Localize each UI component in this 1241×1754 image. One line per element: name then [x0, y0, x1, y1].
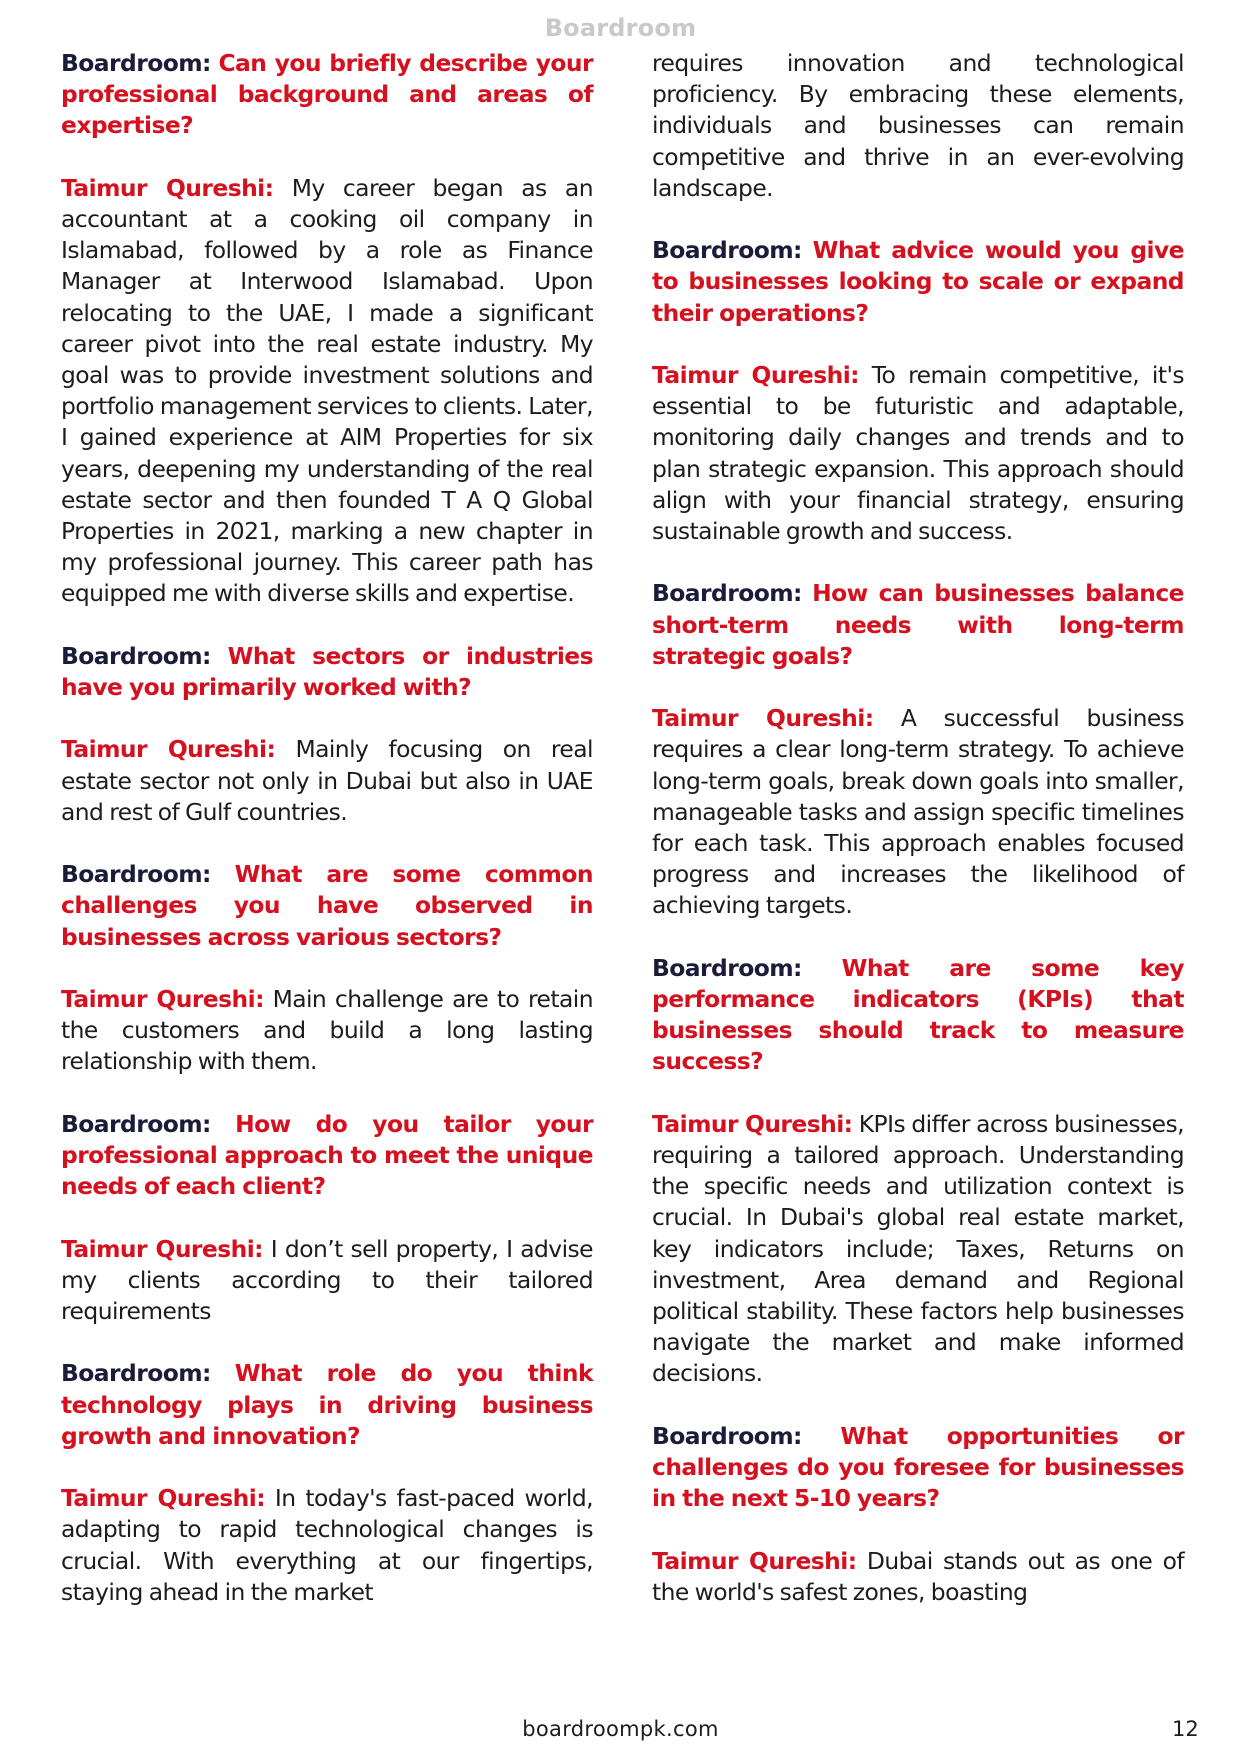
page-number: 12	[1172, 1717, 1199, 1741]
answer-text: requires innovation and technological proficiency. By embracing these elements, individuals and businesses can remain competitive and thrive in an ever-evolving landscape.	[652, 49, 1184, 202]
respondent-label: Taimur Qureshi:	[652, 361, 859, 389]
qa-answer	[61, 1483, 593, 1608]
qa-answer	[652, 1546, 1184, 1608]
interviewer-label: Boardroom:	[61, 49, 211, 77]
interviewer-label: Boardroom:	[61, 641, 211, 670]
qa-answer	[61, 734, 593, 828]
footer-website: boardroompk.com	[522, 1717, 719, 1741]
answer-text: In today's fast-paced world, adapting to rapid technological changes is crucial. With everything at our fingertips, staying ahead in the market	[61, 1484, 593, 1606]
right-column	[652, 48, 1184, 1639]
answer-text: I don’t sell property, I advise my clients according to their tailored requirements	[61, 1234, 593, 1326]
respondent-label: Taimur Qureshi:	[61, 985, 264, 1014]
interviewer-label: Boardroom:	[61, 1359, 211, 1388]
qa-question	[652, 1421, 1184, 1515]
respondent-label: Taimur Qureshi:	[61, 1484, 266, 1513]
respondent-label: Taimur Qureshi:	[61, 735, 276, 764]
interviewer-label: Boardroom:	[652, 1421, 802, 1450]
question-text: How do you tailor your professional approach to meet the unique needs of each client?	[61, 1109, 594, 1201]
respondent-label: Taimur Qureshi:	[652, 1546, 857, 1575]
running-head-title: Boardroom	[544, 14, 697, 42]
answer-continuation	[652, 48, 1184, 204]
answer-text: KPIs differ across businesses, requiring a tailored approach. Understanding the specific needs and utilization context is crucial. In Dubai's global real estate market, key indicators include; Taxes, Returns on investment, Area demand and Regional political stability. These factors help businesses navigate the market and make informed decisions.	[652, 1109, 1184, 1388]
qa-answer	[61, 173, 593, 610]
qa-question	[61, 859, 593, 953]
question-text: How can businesses balance short-term needs with long-term strategic goals?	[652, 579, 1184, 670]
answer-text: To remain competitive, it's essential to be futuristic and adaptable, monitoring daily changes and trends and to plan strategic expansion. This approach should align with your financial strategy, ensuring sustainable growth and success.	[652, 361, 1184, 546]
answer-text: A successful business requires a clear long-term strategy. To achieve long-term goals, break down goals into smaller, manageable tasks and assign specific timelines for each task. This approach enables focused progress and increases the likelihood of achieving targets.	[652, 704, 1185, 920]
qa-question	[61, 1358, 593, 1452]
qa-answer	[652, 360, 1184, 547]
qa-answer	[652, 1109, 1184, 1390]
answer-text: My career began as an accountant at a cooking oil company in Islamabad, followed by a role as Finance Manager at Interwood Islamabad. Upon relocating to the UAE, I made a significant career pivot into the real estate industry. My goal was to provide investment solutions and portfolio management services to clients. Later, I gained experience at AIM Properties for six years, deepening my understanding of the real estate sector and then founded T A Q Global Properties in 2021, marking a new chapter in my professional journey. This career path has equipped me with diverse skills and expertise.	[61, 173, 593, 608]
interviewer-label: Boardroom:	[652, 579, 802, 608]
question-text: What advice would you give to businesses looking to scale or expand their operations?	[652, 236, 1184, 327]
question-text: What are some common challenges you have observed in businesses across various sectors?	[61, 860, 593, 951]
question-text: What opportunities or challenges do you foresee for businesses in the next 5-10 years?	[652, 1421, 1184, 1513]
interviewer-label: Boardroom:	[652, 953, 802, 982]
answer-text: Mainly focusing on real estate sector not only in Dubai but also in UAE and rest of Gulf countries.	[61, 735, 594, 826]
qa-question	[652, 578, 1184, 672]
qa-question	[61, 641, 593, 703]
question-text: What sectors or industries have you primarily worked with?	[61, 641, 593, 702]
qa-question	[652, 235, 1184, 329]
left-column	[61, 48, 593, 1639]
answer-text: Dubai stands out as one of the world's safest zones, boasting	[652, 1546, 1185, 1606]
qa-question	[61, 48, 593, 142]
question-text: What are some key performance indicators (KPIs) that businesses should track to measure success?	[652, 953, 1185, 1076]
qa-question	[61, 1109, 593, 1203]
respondent-label: Taimur Qureshi:	[652, 1109, 853, 1138]
question-text: What role do you think technology plays in driving business growth and innovation?	[61, 1359, 593, 1450]
interviewer-label: Boardroom:	[61, 860, 211, 889]
qa-answer	[61, 1234, 593, 1328]
respondent-label: Taimur Qureshi:	[61, 1234, 263, 1263]
respondent-label: Taimur Qureshi:	[61, 173, 274, 202]
question-text: Can you briefly describe your professional background and areas of expertise?	[61, 49, 593, 140]
answer-text: Main challenge are to retain the customers and build a long lasting relationship with them.	[61, 985, 594, 1076]
qa-question	[652, 953, 1184, 1078]
respondent-label: Taimur Qureshi:	[652, 704, 874, 733]
qa-answer	[652, 703, 1184, 921]
qa-answer	[61, 984, 593, 1078]
interviewer-label: Boardroom:	[652, 236, 802, 265]
interviewer-label: Boardroom:	[61, 1109, 211, 1138]
